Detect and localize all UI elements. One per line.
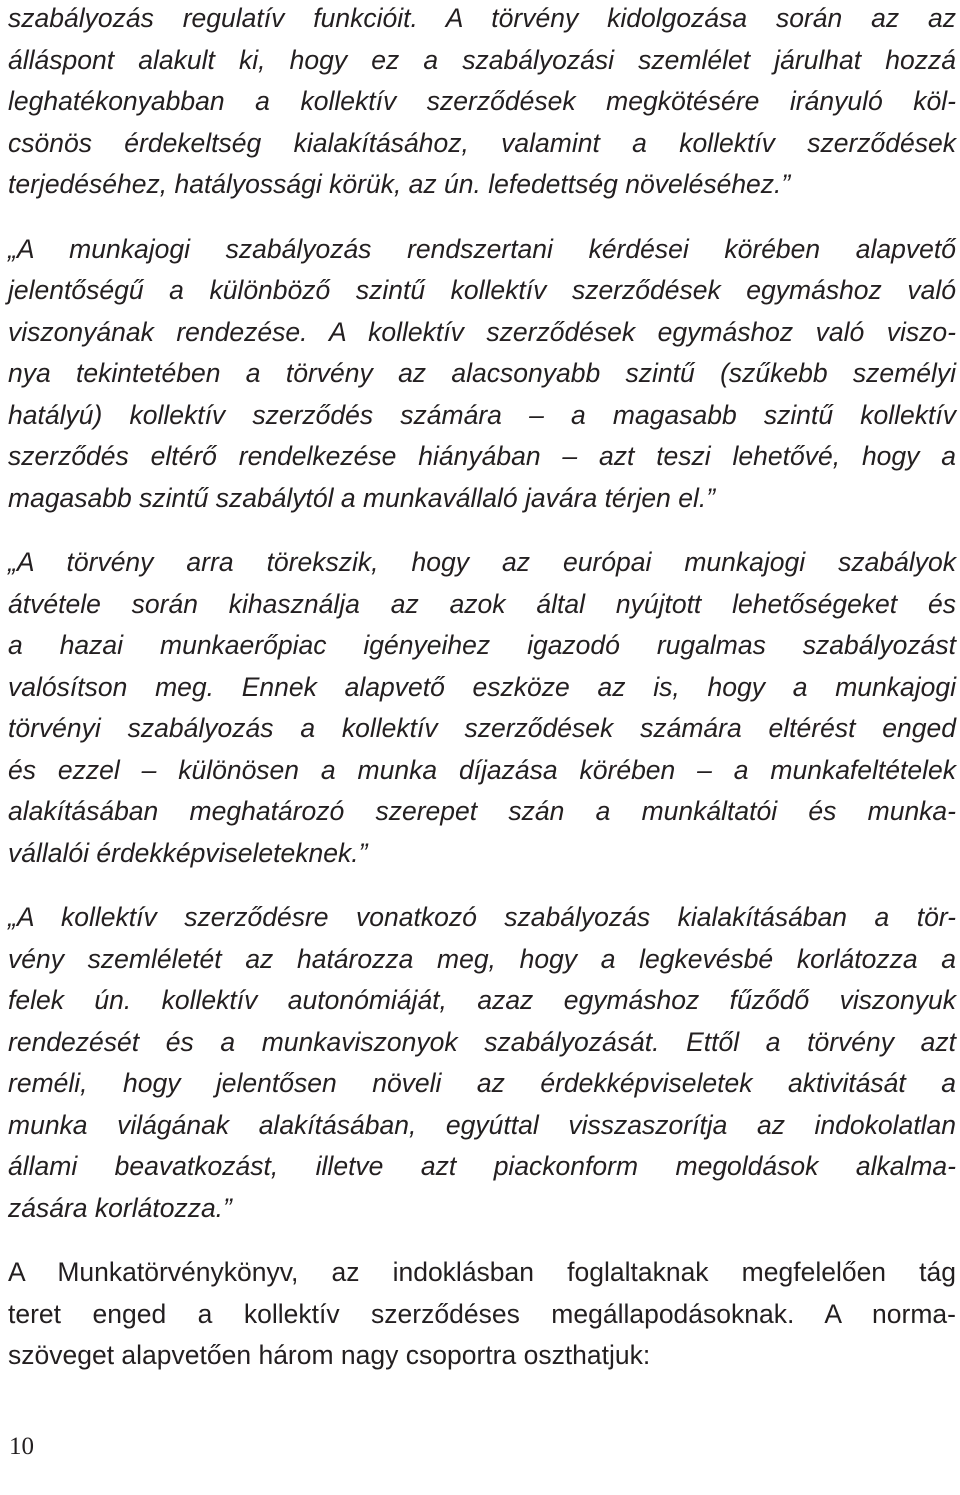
text-line: szabályozás regulatív funkcióit. A törvény kidolgozása során az az <box>8 3 956 33</box>
text-line: jelentőségű a különböző szintű kollektív szerződések egymáshoz való <box>8 275 956 305</box>
text-line: „A törvény arra törekszik, hogy az európai munkajogi szabályok <box>8 547 956 577</box>
paragraph-gap <box>8 519 956 542</box>
text-line: nya tekintetében a törvény az alacsonyabb szintű (szűkebb személyi <box>8 358 956 388</box>
page-number: 10 <box>9 1433 34 1460</box>
text-line: viszonyának rendezése. A kollektív szerződések egymáshoz való viszo- <box>8 316 956 347</box>
paragraph-quote-european-rules <box>8 542 956 874</box>
text-line: szerződés eltérő rendelkezése hiányában – azt teszi lehetővé, hogy a <box>8 441 956 471</box>
text-line: terjedéséhez, hatályossági körük, az ún. lefedettség növeléséhez.” <box>8 169 791 199</box>
text-line: magasabb szintű szabálytól a munkavállaló javára térjen el.” <box>8 482 716 513</box>
text-line: alakításában meghatározó szerepet szán a munkáltatói és munka- <box>8 796 956 826</box>
text-line: szöveget alapvetően három nagy csoportra oszthatjuk: <box>8 1340 651 1370</box>
text-line: hatályú) kollektív szerződés számára – a magasabb szintű kollektív <box>8 399 956 430</box>
text-line: vállalói érdekképviseleteknek.” <box>8 837 368 868</box>
text-line: zására korlátozza.” <box>8 1192 232 1223</box>
paragraph-gap <box>8 206 956 229</box>
text-line: és ezzel – különösen a munka díjazása körében – a munkafeltételek <box>8 754 956 785</box>
paragraph-gap <box>8 874 956 897</box>
text-line: teret enged a kollektív szerződéses megállapodásoknak. A norma- <box>8 1298 956 1329</box>
paragraph-gap <box>8 1229 956 1252</box>
text-line: rendezését és a munkaviszonyok szabályozását. Ettől a törvény azt <box>8 1026 956 1057</box>
text-line: leghatékonyabban a kollektív szerződések megkötésére irányuló köl- <box>8 86 956 116</box>
document-page <box>8 0 956 1377</box>
text-line: reméli, hogy jelentősen növeli az érdekképviseletek aktivitását a <box>8 1068 956 1098</box>
paragraph-quote-collective-autonomy <box>8 897 956 1229</box>
text-line: A Munkatörvénykönyv, az indoklásban foglaltaknak megfelelően tág <box>8 1257 956 1287</box>
text-line: vény szemléletét az határozza meg, hogy a legkevésbé korlátozza a <box>8 943 956 974</box>
text-line: felek ún. kollektív autonómiáját, azaz egymáshoz fűződő viszonyuk <box>8 985 956 1015</box>
text-line: csönös érdekeltség kialakításához, valamint a kollektív szerződések <box>8 127 956 158</box>
paragraph-labour-code-summary <box>8 1252 956 1377</box>
text-line: valósítson meg. Ennek alapvető eszköze az is, hogy a munkajogi <box>8 671 956 702</box>
text-line: álláspont alakult ki, hogy ez a szabályozási szemlélet járulhat hozzá <box>8 44 956 75</box>
paragraph-quote-systematics <box>8 229 956 520</box>
text-line: átvétele során kihasználja az azok által nyújtott lehetőségeket és <box>8 588 956 619</box>
text-line: a hazai munkaerőpiac igényeihez igazodó rugalmas szabályozást <box>8 630 956 660</box>
text-line: „A kollektív szerződésre vonatkozó szabályozás kialakításában a tör- <box>8 902 956 932</box>
paragraph-intro-continuation <box>8 0 956 206</box>
text-line: munka világának alakításában, egyúttal visszaszorítja az indokolatlan <box>8 1109 956 1140</box>
text-line: törvényi szabályozás a kollektív szerződések számára eltérést enged <box>8 713 956 743</box>
text-line: állami beavatkozást, illetve azt piackonform megoldások alkalma- <box>8 1151 956 1181</box>
text-line: „A munkajogi szabályozás rendszertani kérdései körében alapvető <box>8 233 956 264</box>
